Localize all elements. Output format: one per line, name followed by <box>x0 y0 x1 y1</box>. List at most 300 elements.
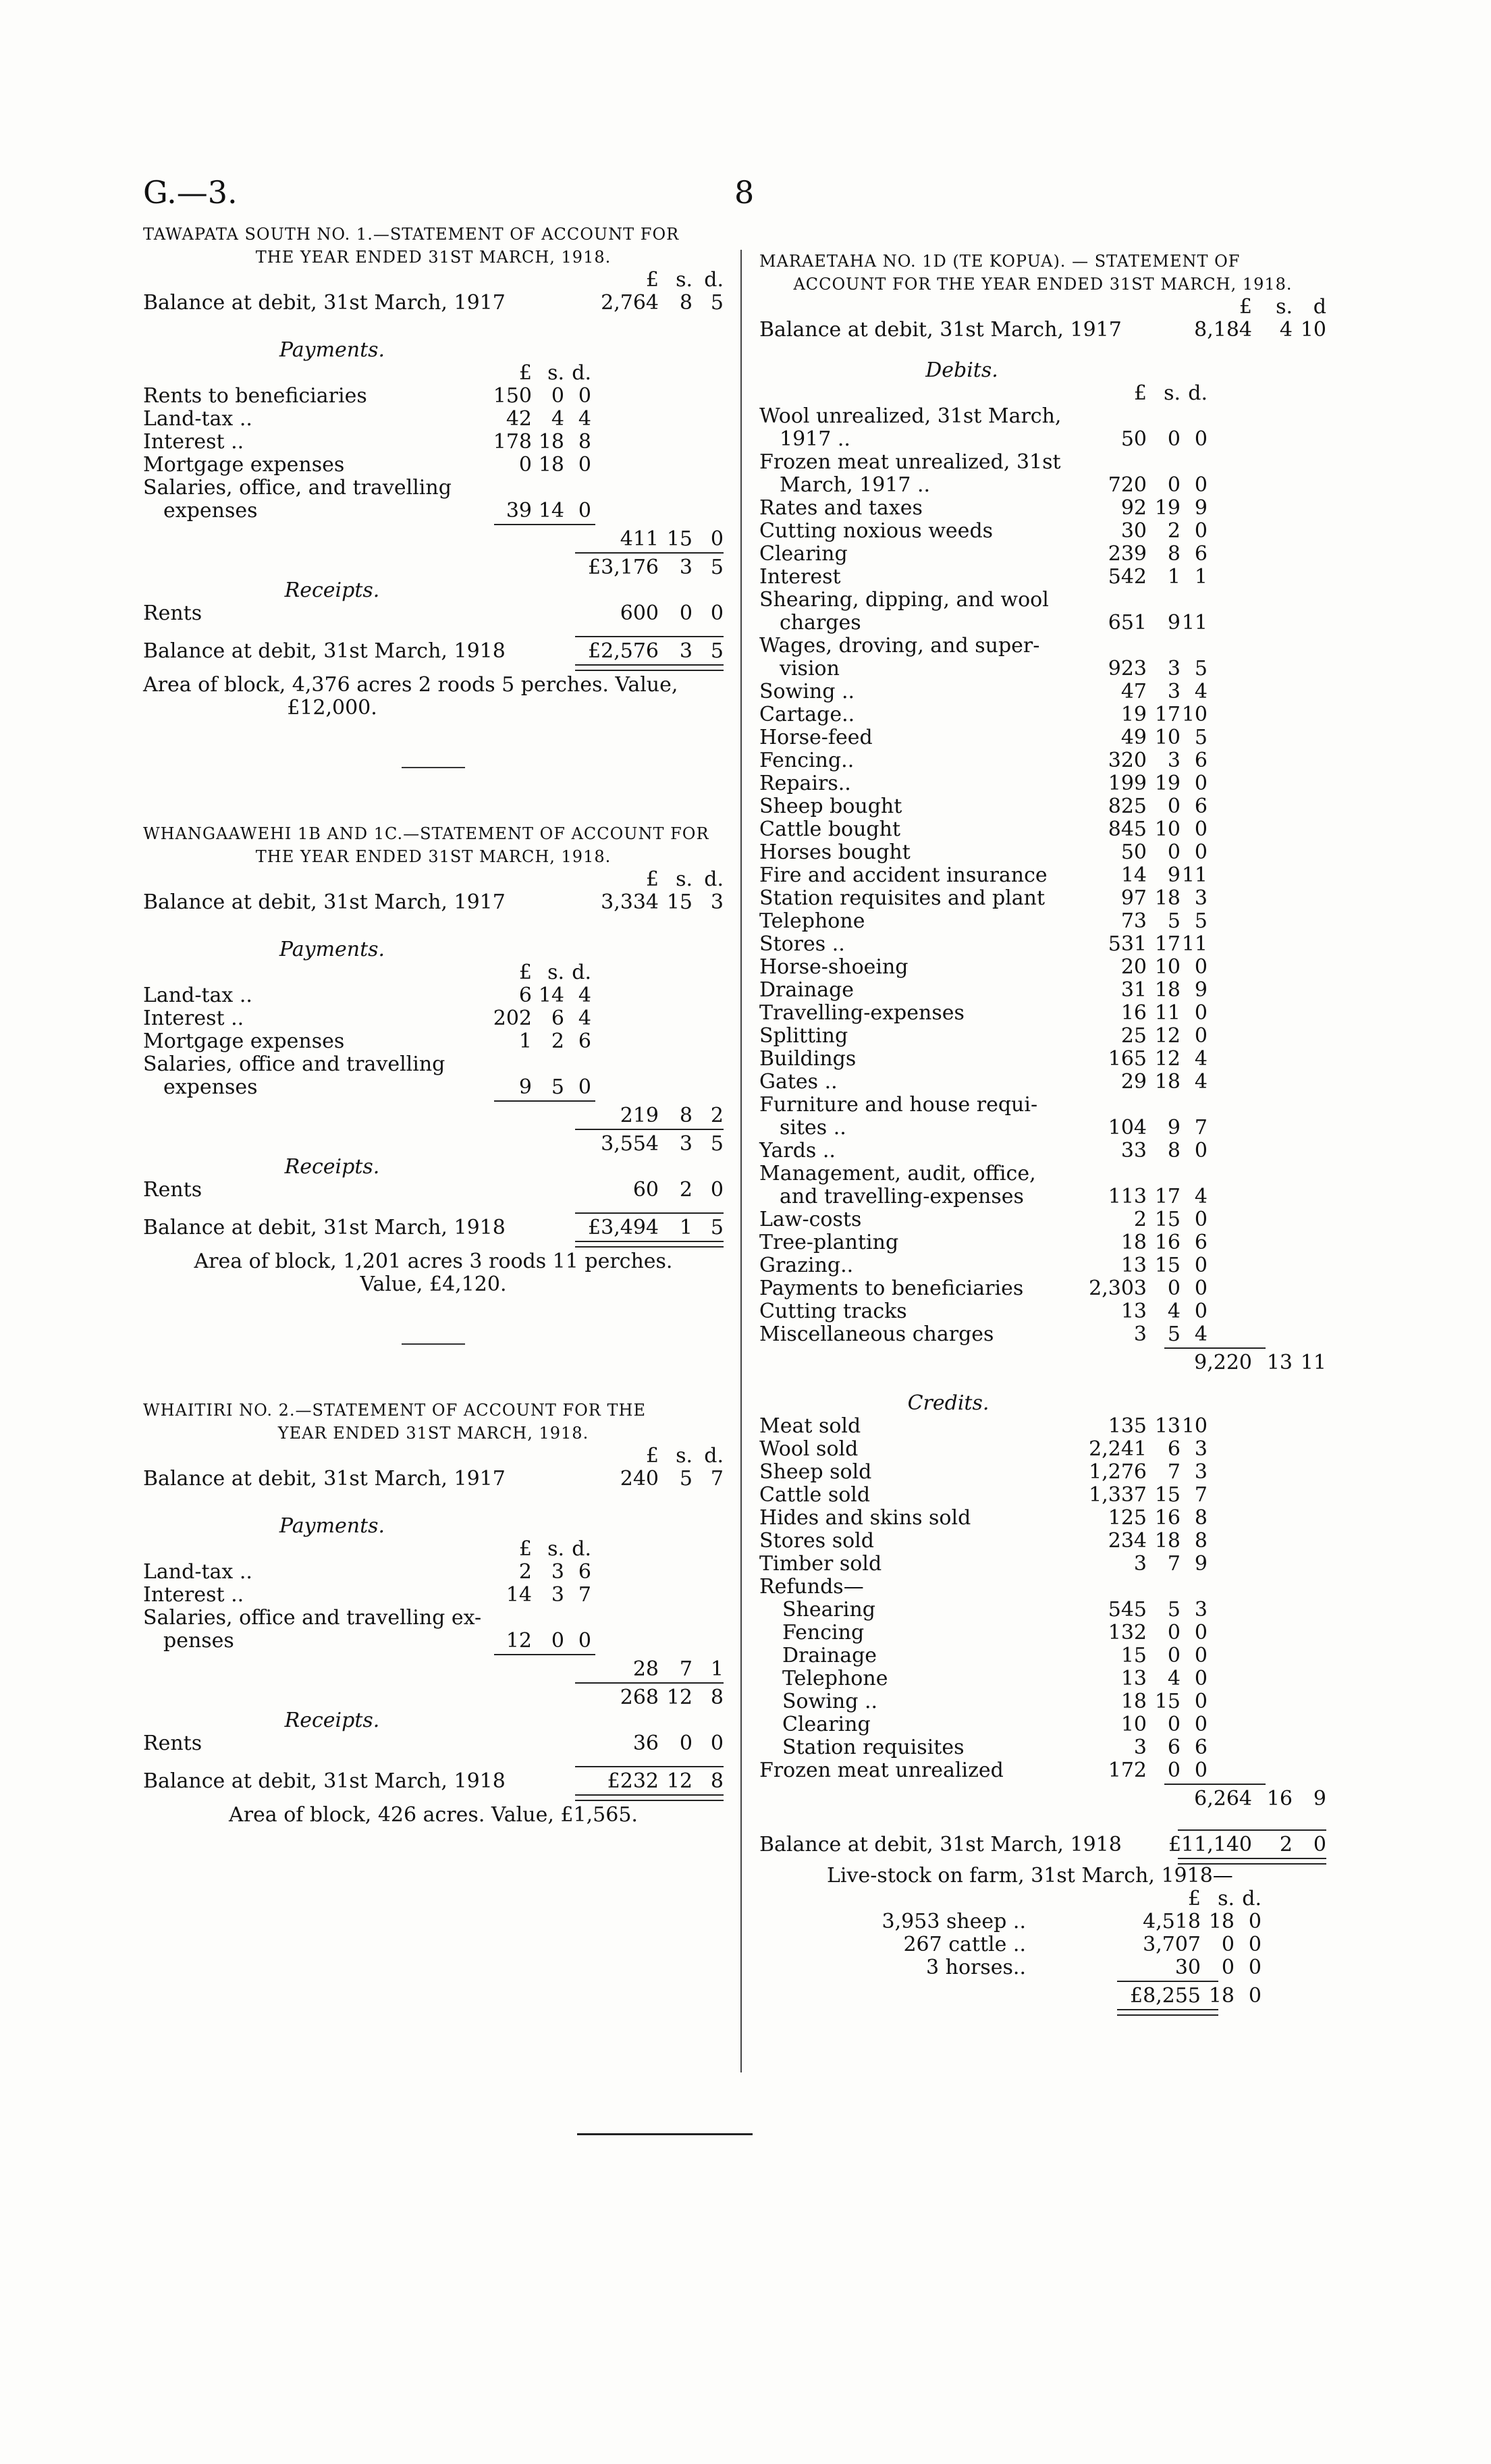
amount-pence: 0 <box>1248 1956 1262 1979</box>
amount-shillings: 5 <box>551 1075 564 1099</box>
amount-pence: 0 <box>1194 1024 1208 1048</box>
debit-line <box>759 658 1326 680</box>
credit-line <box>759 1553 1326 1576</box>
amount-pence: 4 <box>578 407 591 431</box>
amount-shillings: 0 <box>679 601 693 625</box>
debit-line <box>759 1094 1326 1117</box>
amount-pounds: £8,255 <box>1130 1984 1201 2008</box>
amount-pence: 5 <box>1194 726 1208 749</box>
amount-shillings: 8 <box>679 291 693 315</box>
line-label: Telephone <box>782 1667 888 1690</box>
line-label: Tree-planting <box>759 1231 899 1254</box>
currency-header: d. <box>572 961 591 984</box>
whaitiri-receipts-heading: Receipts. <box>284 1709 380 1732</box>
payment-line <box>143 1561 724 1584</box>
amount-pence: 0 <box>1194 427 1208 451</box>
amount-pounds: 2 <box>1133 1208 1147 1231</box>
livestock-double-rule <box>1117 2009 1218 2016</box>
line-label: Stores sold <box>759 1529 874 1553</box>
amount-shillings: 7 <box>1167 1552 1181 1576</box>
amount-pounds: 202 <box>493 1007 532 1030</box>
subtotal-rule <box>575 552 724 554</box>
payment-line <box>143 431 724 454</box>
debit-line <box>759 703 1326 726</box>
amount-shillings: 2 <box>1279 1833 1293 1856</box>
amount-shillings: 18 <box>1208 1910 1235 1933</box>
payment-line <box>143 984 724 1007</box>
amount-pounds: 113 <box>1108 1185 1147 1208</box>
amount-pounds: 16 <box>1120 1001 1147 1025</box>
amount-pence: 4 <box>1194 1070 1208 1094</box>
amount-shillings: 15 <box>1154 1208 1181 1231</box>
rule-wrap <box>143 1239 724 1245</box>
line-label: Balance at debit, 31st March, 1917 <box>759 318 1122 342</box>
amount-pence: 0 <box>578 1075 591 1099</box>
amount-pounds: 600 <box>620 601 659 625</box>
amount-pence: 0 <box>578 499 591 523</box>
whangaawehi-payments-lsd-header <box>143 961 724 984</box>
whaitiri-title <box>143 1399 724 1445</box>
livestock-lsd-header <box>759 1887 1326 1910</box>
amount-pounds: 47 <box>1120 680 1147 703</box>
line-label: Meat sold <box>759 1414 861 1438</box>
amount-pounds: 1,276 <box>1089 1460 1147 1484</box>
amount-shillings: 0 <box>1167 1621 1181 1644</box>
currency-header: s. <box>1276 295 1293 319</box>
maraetaha-credits-heading: Credits. <box>907 1391 990 1415</box>
amount-pence: 5 <box>710 556 724 579</box>
currency-header: s. <box>1164 381 1181 405</box>
amount-pounds: 3,334 <box>601 890 659 914</box>
amount-pounds: 150 <box>493 384 532 408</box>
line-label: Drainage <box>759 978 855 1002</box>
amount-shillings: 18 <box>1154 1070 1181 1094</box>
currency-header: s. <box>547 361 564 385</box>
amount-pounds: 3 <box>1133 1552 1147 1576</box>
receipt-line <box>143 602 724 625</box>
line-label: Stores .. <box>759 932 845 956</box>
currency-header: £ <box>645 867 659 891</box>
amount-pounds: 6 <box>518 984 532 1007</box>
amount-pence: 0 <box>710 1178 724 1202</box>
whaitiri-payments-lsd-header <box>143 1538 724 1561</box>
line-label: Travelling-expenses <box>759 1001 965 1025</box>
running-head: G.—3. <box>143 174 238 211</box>
amount-shillings: 17 <box>1154 932 1181 956</box>
payment-line <box>143 1630 724 1653</box>
whangaawehi-area-line: Value, £4,120. <box>360 1273 507 1296</box>
payment-line <box>143 454 724 477</box>
amount-pence: 10 <box>1181 703 1208 726</box>
title-line: MARAETAHA NO. 1D (TE KOPUA). — STATEMENT OF <box>759 252 1241 271</box>
amount-pence: 0 <box>1194 1300 1208 1323</box>
debit-line <box>759 1117 1326 1140</box>
currency-header: d. <box>704 867 724 891</box>
payment-line <box>143 408 724 431</box>
amount-shillings: 2 <box>551 1029 564 1053</box>
currency-header: d. <box>704 1444 724 1468</box>
whaitiri-payments-heading: Payments. <box>279 1514 385 1538</box>
credit-line <box>759 1530 1326 1553</box>
amount-shillings: 3 <box>1167 657 1181 680</box>
amount-pounds: 172 <box>1108 1759 1147 1782</box>
right-column <box>759 250 1326 2013</box>
amount-pounds: 125 <box>1108 1506 1147 1530</box>
spacer <box>143 625 724 635</box>
line-label: Balance at debit, 31st March, 1918 <box>759 1833 1122 1856</box>
amount-pence: 0 <box>578 1629 591 1653</box>
amount-pence: 4 <box>1194 680 1208 703</box>
closing-rule <box>1178 1829 1326 1831</box>
currency-header: s. <box>676 867 693 891</box>
line-label: Station requisites <box>782 1736 965 1759</box>
whangaawehi-subtotal <box>143 1133 724 1156</box>
amount-shillings: 13 <box>1266 1351 1293 1374</box>
amount-shillings: 11 <box>1154 1001 1181 1025</box>
amount-pence: 0 <box>1194 519 1208 543</box>
amount-pounds: 239 <box>1108 542 1147 566</box>
amount-pounds: £2,576 <box>588 639 659 663</box>
amount-pence: 0 <box>1194 1208 1208 1231</box>
line-label: Splitting <box>759 1024 848 1048</box>
left-column <box>143 223 724 1827</box>
title-line: THE YEAR ENDED 31ST MARCH, 1918. <box>255 847 612 866</box>
amount-shillings: 15 <box>1154 1254 1181 1277</box>
amount-pounds: £232 <box>607 1769 659 1793</box>
livestock-line <box>759 1910 1326 1933</box>
spacer <box>143 1755 724 1765</box>
amount-pounds: 8,184 <box>1194 318 1252 342</box>
amount-shillings: 4 <box>1167 1667 1181 1690</box>
amount-pence: 0 <box>1194 1001 1208 1025</box>
payments-rule <box>494 1654 595 1655</box>
amount-pence: 6 <box>578 1560 591 1584</box>
amount-pounds: 545 <box>1108 1598 1147 1622</box>
line-label: charges <box>780 611 861 635</box>
amount-shillings: 17 <box>1154 1185 1181 1208</box>
credit-line <box>759 1507 1326 1530</box>
debit-line <box>759 1231 1326 1254</box>
line-label: Interest .. <box>143 1583 244 1607</box>
credits-rule <box>1164 1784 1266 1785</box>
amount-pounds: £3,176 <box>588 556 659 579</box>
amount-shillings: 15 <box>666 890 693 914</box>
currency-header: s. <box>547 1537 564 1561</box>
amount-shillings: 4 <box>1279 318 1293 342</box>
amount-shillings: 6 <box>1167 1736 1181 1759</box>
amount-pounds: 178 <box>493 430 532 454</box>
line-label: Salaries, office and travelling ex- <box>143 1606 482 1630</box>
amount-pence: 4 <box>578 984 591 1007</box>
closing-rule <box>575 1212 724 1214</box>
amount-pence: 8 <box>710 1686 724 1709</box>
debit-line <box>759 1300 1326 1323</box>
line-label: Drainage <box>782 1644 877 1667</box>
payment-line <box>143 1076 724 1099</box>
closing-double-rule <box>575 1794 724 1801</box>
spacer <box>759 1374 1326 1392</box>
amount-pence: 3 <box>1194 1460 1208 1484</box>
debits-rule <box>1164 1347 1266 1349</box>
whangaawehi-payments-heading: Payments. <box>279 938 385 961</box>
amount-pence: 0 <box>710 527 724 551</box>
amount-pence: 2 <box>710 1104 724 1127</box>
amount-pounds: 30 <box>1120 519 1147 543</box>
amount-pence: 5 <box>1194 909 1208 933</box>
line-label: Repairs.. <box>759 772 851 795</box>
credit-line <box>759 1644 1326 1667</box>
debit-line <box>759 405 1326 428</box>
amount-shillings: 2 <box>679 1178 693 1202</box>
amount-pounds: 50 <box>1120 427 1147 451</box>
line-label: Horse-feed <box>759 726 873 749</box>
line-label: Cattle bought <box>759 818 901 841</box>
amount-shillings: 4 <box>1167 1300 1181 1323</box>
amount-pounds: 42 <box>506 407 532 431</box>
line-label: Balance at debit, 31st March, 1918 <box>143 1769 506 1793</box>
amount-pounds: 923 <box>1108 657 1147 680</box>
debit-line <box>759 864 1326 887</box>
spacer <box>143 1202 724 1211</box>
credit-line <box>759 1415 1326 1438</box>
line-label: Fencing <box>782 1621 865 1644</box>
line-label: Clearing <box>759 542 848 566</box>
amount-shillings: 1 <box>679 1216 693 1239</box>
amount-pence: 8 <box>578 430 591 454</box>
amount-pounds: 135 <box>1108 1414 1147 1438</box>
amount-pounds: 3 <box>1133 1322 1147 1346</box>
amount-shillings: 0 <box>1167 1759 1181 1782</box>
livestock-total <box>759 1985 1326 2008</box>
amount-pounds: £3,494 <box>588 1216 659 1239</box>
line-label: Wages, droving, and super- <box>759 634 1040 658</box>
line-label: expenses <box>163 499 258 523</box>
amount-pence: 6 <box>1194 1231 1208 1254</box>
line-label: and travelling-expenses <box>780 1185 1024 1208</box>
livestock-heading: Live-stock on farm, 31st March, 1918— <box>827 1864 1233 1887</box>
line-label: Cattle sold <box>759 1483 871 1507</box>
tawapata-payments-lsd-header <box>143 362 724 385</box>
amount-pence: 6 <box>578 1029 591 1053</box>
amount-pence: 0 <box>1194 772 1208 795</box>
amount-pence: 0 <box>1194 1713 1208 1736</box>
amount-shillings: 15 <box>666 527 693 551</box>
line-label: Grazing.. <box>759 1254 854 1277</box>
debit-line <box>759 772 1326 795</box>
amount-pounds: 845 <box>1108 818 1147 841</box>
amount-shillings: 13 <box>1154 1414 1181 1438</box>
amount-shillings: 3 <box>679 556 693 579</box>
amount-pence: 5 <box>710 1216 724 1239</box>
amount-pounds: 2,303 <box>1089 1277 1147 1300</box>
amount-shillings: 0 <box>1221 1933 1235 1956</box>
tawapata-opening-balance <box>143 292 724 315</box>
payment-line <box>143 1607 724 1630</box>
amount-pounds: 3 <box>1133 1736 1147 1759</box>
amount-shillings: 3 <box>551 1560 564 1584</box>
currency-header: £ <box>1133 381 1147 405</box>
amount-pounds: 4,518 <box>1143 1910 1201 1933</box>
amount-pence: 7 <box>1194 1116 1208 1140</box>
maraetaha-lsd-header <box>759 296 1326 319</box>
line-label: Fencing.. <box>759 749 855 772</box>
amount-pence: 6 <box>1194 749 1208 772</box>
tawapata-area-line: Area of block, 4,376 acres 2 roods 5 perches. Value, <box>143 673 678 697</box>
amount-pounds: 49 <box>1120 726 1147 749</box>
line-label: Station requisites and plant <box>759 886 1046 910</box>
line-label: Land-tax .. <box>143 1560 252 1584</box>
credit-line <box>759 1667 1326 1690</box>
amount-shillings: 9 <box>1167 611 1181 635</box>
amount-pence: 5 <box>710 1132 724 1156</box>
amount-shillings: 0 <box>551 1629 564 1653</box>
currency-header: £ <box>1187 1887 1201 1910</box>
amount-shillings: 18 <box>1154 886 1181 910</box>
amount-pounds: 13 <box>1120 1254 1147 1277</box>
amount-pounds: 2 <box>518 1560 532 1584</box>
line-label: Fire and accident insurance <box>759 863 1048 887</box>
amount-pounds: 320 <box>1108 749 1147 772</box>
amount-pounds: 720 <box>1108 473 1147 497</box>
debit-line <box>759 979 1326 1002</box>
credit-line <box>759 1461 1326 1484</box>
amount-pence: 11 <box>1181 932 1208 956</box>
maraetaha-closing-balance <box>759 1833 1326 1856</box>
currency-header: d. <box>704 268 724 292</box>
amount-shillings: 3 <box>679 1132 693 1156</box>
currency-header: £ <box>645 268 659 292</box>
line-label: Salaries, office and travelling <box>143 1052 445 1076</box>
title-line: TAWAPATA SOUTH NO. 1.—STATEMENT OF ACCOUNT FOR <box>143 225 680 244</box>
whangaawehi-lsd-header <box>143 868 724 891</box>
whaitiri-payments-total <box>143 1658 724 1681</box>
line-label: Rents to beneficiaries <box>143 384 367 408</box>
amount-pounds: 9 <box>518 1075 532 1099</box>
amount-shillings: 16 <box>1154 1231 1181 1254</box>
line-label: Horses bought <box>759 840 911 864</box>
amount-pence: 5 <box>710 639 724 663</box>
debit-line <box>759 680 1326 703</box>
line-label: Sowing .. <box>759 680 855 703</box>
line-label: 267 cattle .. <box>903 1933 1026 1956</box>
amount-pence: 4 <box>578 1007 591 1030</box>
whaitiri-lsd-header <box>143 1445 724 1468</box>
spacer <box>143 1491 724 1515</box>
payment-line <box>143 1007 724 1030</box>
amount-shillings: 7 <box>1167 1460 1181 1484</box>
amount-pence: 7 <box>578 1583 591 1607</box>
amount-pounds: 9,220 <box>1194 1351 1252 1374</box>
debit-line <box>759 1071 1326 1094</box>
amount-pounds: 3,707 <box>1143 1933 1201 1956</box>
amount-pence: 0 <box>1194 473 1208 497</box>
amount-pounds: 219 <box>620 1104 659 1127</box>
amount-pence: 10 <box>1181 1414 1208 1438</box>
amount-shillings: 12 <box>1154 1024 1181 1048</box>
tawapata-payments-heading: Payments. <box>279 338 385 362</box>
line-label: Interest <box>759 565 841 589</box>
tawapata-area-line: £12,000. <box>287 696 377 720</box>
payment-line <box>143 1030 724 1053</box>
amount-shillings: 18 <box>538 453 564 477</box>
line-label: Clearing <box>782 1713 871 1736</box>
amount-pounds: 12 <box>506 1629 532 1653</box>
amount-pence: 1 <box>710 1657 724 1681</box>
amount-pounds: 234 <box>1108 1529 1147 1553</box>
amount-pence: 0 <box>1248 1910 1262 1933</box>
amount-shillings: 0 <box>1167 1644 1181 1667</box>
livestock-rule <box>1117 1981 1218 1982</box>
line-label: Hides and skins sold <box>759 1506 971 1530</box>
amount-pounds: 411 <box>620 527 659 551</box>
line-label: Frozen meat unrealized, 31st <box>759 450 1061 474</box>
line-label: Sheep bought <box>759 795 902 818</box>
amount-pence: 4 <box>1194 1322 1208 1346</box>
maraetaha-debits-heading: Debits. <box>925 358 998 382</box>
column-rule <box>740 250 742 2072</box>
amount-pounds: 165 <box>1108 1047 1147 1071</box>
title-line: THE YEAR ENDED 31ST MARCH, 1918. <box>255 248 612 267</box>
line-label: Rates and taxes <box>759 496 923 520</box>
amount-shillings: 18 <box>1208 1984 1235 2008</box>
debit-line <box>759 841 1326 864</box>
whaitiri-opening-balance <box>143 1468 724 1491</box>
amount-pence: 0 <box>1194 1139 1208 1162</box>
tawapata-subtotal <box>143 556 724 579</box>
spacer <box>759 1811 1326 1828</box>
debit-line <box>759 933 1326 956</box>
payment-line <box>143 385 724 408</box>
amount-pence: 8 <box>1194 1506 1208 1530</box>
debit-line <box>759 451 1326 474</box>
payments-rule <box>494 1100 595 1102</box>
amount-pence: 9 <box>1194 1552 1208 1576</box>
whangaawehi-receipts-heading: Receipts. <box>284 1155 380 1179</box>
debit-line <box>759 1254 1326 1277</box>
spacer <box>143 914 724 938</box>
subtotal-rule <box>575 1682 724 1684</box>
whaitiri-area-line: Area of block, 426 acres. Value, £1,565. <box>229 1803 638 1827</box>
amount-pounds: 2,241 <box>1089 1437 1147 1461</box>
line-label: Shearing, dipping, and wool <box>759 588 1049 612</box>
line-label: Land-tax .. <box>143 984 252 1007</box>
line-label: Salaries, office, and travelling <box>143 476 452 500</box>
amount-shillings: 0 <box>1167 473 1181 497</box>
amount-shillings: 5 <box>1167 909 1181 933</box>
amount-pence: 0 <box>1194 1254 1208 1277</box>
line-label: Wool sold <box>759 1437 859 1461</box>
amount-pence: 9 <box>1313 1787 1326 1811</box>
amount-pence: 0 <box>1194 818 1208 841</box>
amount-pounds: 13 <box>1120 1667 1147 1690</box>
credit-line <box>759 1438 1326 1461</box>
amount-pence: 7 <box>1194 1483 1208 1507</box>
debit-line <box>759 1208 1326 1231</box>
currency-header: s. <box>676 268 693 292</box>
amount-pounds: 30 <box>1174 1956 1201 1979</box>
amount-shillings: 2 <box>1167 519 1181 543</box>
debit-line <box>759 910 1326 933</box>
whangaawehi-area-line: Area of block, 1,201 acres 3 roods 11 perches. <box>194 1250 673 1273</box>
closing-rule <box>575 636 724 637</box>
line-label: sites .. <box>780 1116 846 1140</box>
line-label: Cartage.. <box>759 703 855 726</box>
amount-shillings: 18 <box>538 430 564 454</box>
spacer <box>143 768 724 822</box>
amount-shillings: 5 <box>1167 1598 1181 1622</box>
amount-shillings: 0 <box>1221 1956 1235 1979</box>
line-label: Cutting noxious weeds <box>759 519 994 543</box>
